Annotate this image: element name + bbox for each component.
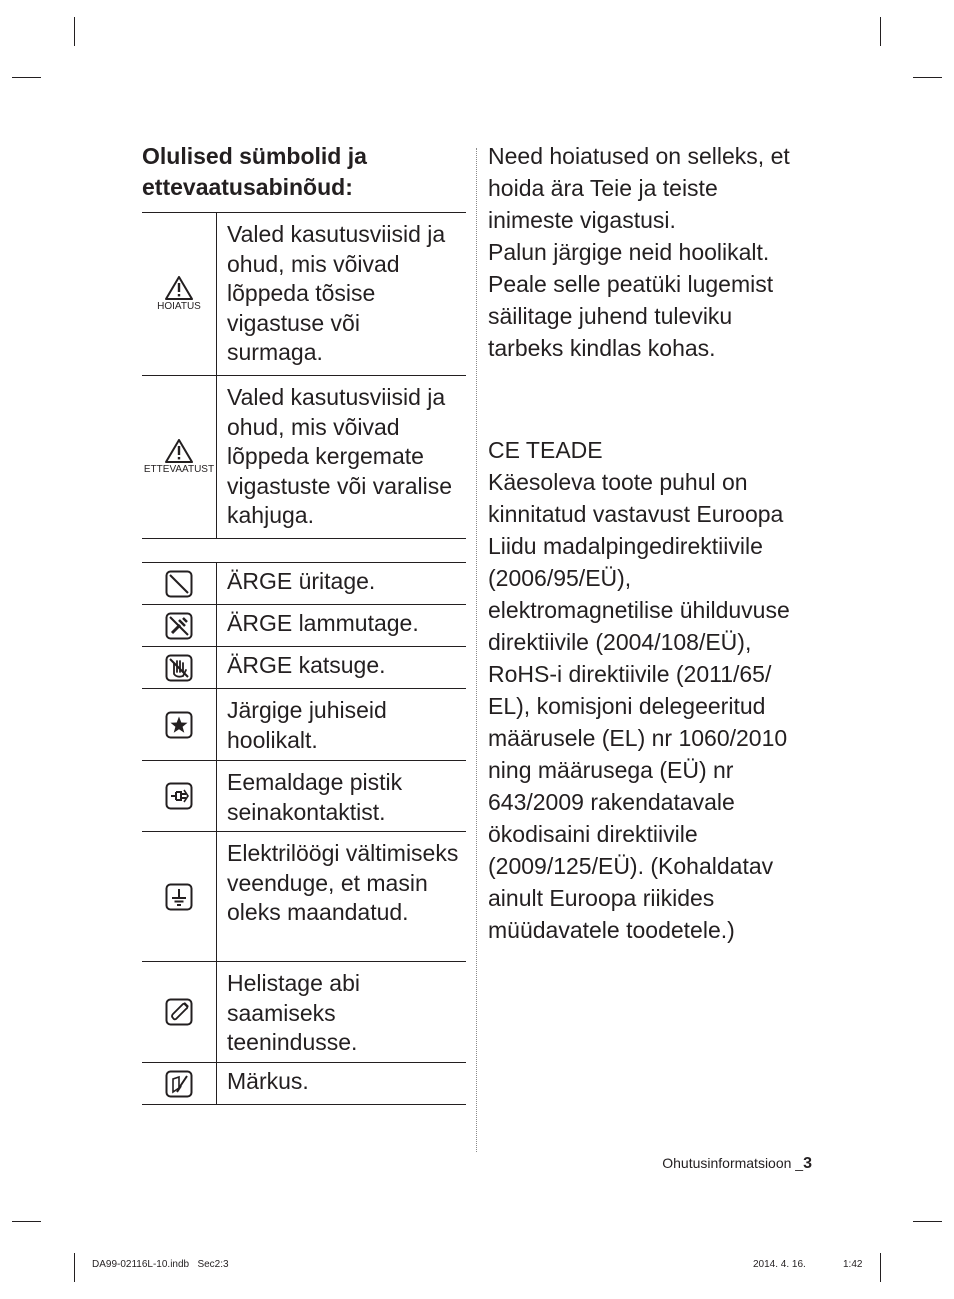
symbol-icon-cell <box>142 689 217 760</box>
symbol-row <box>142 212 466 376</box>
ce-heading: CE TEADE <box>488 437 603 463</box>
intro-paragraph: Need hoiatused on selleks, et hoida ära Teie ja teiste inimeste vigastusi. <box>488 143 790 233</box>
symbol-description: ÄRGE lammutage. <box>227 610 419 636</box>
crop-mark <box>913 1221 942 1222</box>
section-title-line: ettevaatusabinõud: <box>142 174 353 200</box>
symbol-description: Valed kasutusviisid ja ohud, mis võivad lõppeda kergemate vigastuste või varalise kahjuga. <box>227 384 452 528</box>
print-date: 2014. 4. 16. <box>753 1259 806 1270</box>
ground-icon <box>165 883 193 911</box>
symbol-icon-cell <box>142 761 217 831</box>
no-touch-icon <box>165 654 193 682</box>
crop-mark <box>880 17 881 46</box>
symbol-description: Märkus. <box>227 1068 309 1094</box>
symbol-icon-cell <box>142 213 217 375</box>
symbol-icon-cell <box>142 563 217 604</box>
symbol-icon-cell <box>142 832 217 961</box>
crop-mark <box>74 17 75 46</box>
section-title <box>142 141 472 203</box>
crop-mark <box>913 77 942 78</box>
symbol-row <box>142 563 466 605</box>
symbol-description: ÄRGE katsuge. <box>227 652 386 678</box>
note-icon <box>165 1070 193 1098</box>
symbol-row <box>142 761 466 832</box>
symbol-row <box>142 605 466 647</box>
symbol-row <box>142 962 466 1063</box>
unplug-icon <box>165 782 193 810</box>
crop-mark <box>74 1253 75 1282</box>
column-divider <box>476 148 477 1152</box>
star-instruction-icon <box>165 711 193 739</box>
symbol-icon-cell <box>142 1063 217 1104</box>
intro-paragraph: Palun järgige neid hoolikalt. Peale selle peatüki lugemist säilitage juhend tuleviku tarbeks kindlas kohas. <box>488 239 774 361</box>
symbol-description: Elektrilöögi vältimiseks veenduge, et masin oleks maandatud. <box>227 840 459 925</box>
symbol-description: Eemaldage pistik seinakontaktist. <box>227 769 403 825</box>
print-time: 1:42 <box>843 1259 863 1270</box>
section-title-line: Olulised sümbolid ja <box>142 143 367 169</box>
caution-label: ETTEVAATUST <box>143 463 215 475</box>
warning-triangle-icon <box>165 276 193 300</box>
table-spacer-row <box>142 539 466 563</box>
footer-section-name: Ohutusinformatsioon _ <box>662 1155 804 1171</box>
no-disassembly-icon <box>165 612 193 640</box>
print-file-info: DA99-02116L-10.indb Sec2:3 <box>92 1259 229 1270</box>
warning-label: HOIATUS <box>157 300 201 312</box>
page-number: 3 <box>803 1155 812 1172</box>
page-footer <box>662 1155 812 1173</box>
caution-triangle-icon <box>165 439 193 463</box>
symbol-row <box>142 647 466 689</box>
symbol-icon-cell <box>142 605 217 646</box>
symbol-description: Valed kasutusviisid ja ohud, mis võivad lõppeda tõsise vigastuse või surmaga. <box>227 221 446 365</box>
crop-mark <box>12 77 41 78</box>
symbol-icon-cell <box>142 962 217 1062</box>
right-column <box>488 140 808 946</box>
symbol-icon-cell <box>142 376 217 538</box>
symbol-row <box>142 376 466 539</box>
symbols-table <box>142 212 466 1105</box>
crop-mark <box>12 1221 41 1222</box>
symbol-description: ÄRGE üritage. <box>227 568 376 594</box>
phone-icon <box>165 998 193 1026</box>
symbol-icon-cell <box>142 647 217 688</box>
symbol-row <box>142 832 466 962</box>
symbol-description: Helistage abi saamiseks teenindusse. <box>227 970 360 1055</box>
crop-mark <box>880 1253 881 1282</box>
symbol-row <box>142 1063 466 1105</box>
symbol-row <box>142 689 466 761</box>
ce-paragraph: Käesoleva toote puhul on kinnitatud vastavust Euroopa Liidu madalpingedirektiivile (2006/95/EÜ), elektromagnetilise ühilduvuse direktiivile (2004/108/EÜ), RoHS-i direktiivile (2011/65/ EL), komisjoni delegeeritud määrusele (EL) nr 1060/2010 ning määrusega (EÜ) nr 643/2009 rakendatavale ökodisaini direktiivile (2009/125/EÜ). (Kohaldatav ainult Euroopa riikides müüdavatele toodetele.) <box>488 469 790 943</box>
symbol-description: Järgige juhiseid hoolikalt. <box>227 697 387 753</box>
prohibited-icon <box>165 570 193 598</box>
